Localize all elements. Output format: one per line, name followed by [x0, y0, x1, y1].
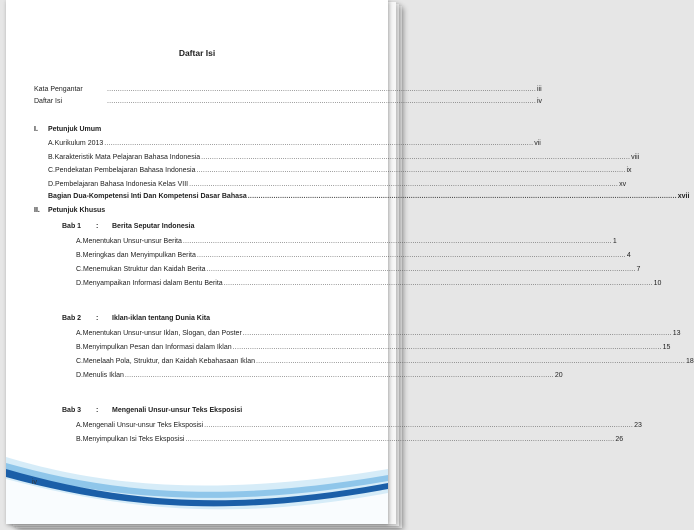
chapter-number: Bab 1 — [62, 223, 82, 230]
toc-entry — [76, 329, 681, 338]
chapter-title: Iklan-iklan tentang Dunia Kita — [112, 315, 211, 322]
toc-page-number: 15 — [662, 344, 671, 351]
page-title: Daftar Isi — [178, 48, 216, 58]
toc-entry — [34, 85, 542, 94]
toc-page-number: iv — [536, 98, 543, 105]
leader-dots: ........................................................................................................................................................................................................ — [182, 238, 612, 245]
chapter-separator: : — [96, 315, 99, 322]
toc-entry-label: Mengenali Unsur-unsur Teks Eksposisi — [82, 422, 204, 429]
toc-entry — [76, 237, 617, 246]
leader-dots: ........................................................................................................................................................................................................ — [204, 422, 634, 429]
toc-entry — [76, 357, 694, 366]
item-letter: B. — [76, 252, 83, 259]
item-letter: B. — [76, 436, 83, 443]
leader-dots: ........................................................................................................................................................................................................ — [223, 280, 653, 287]
item-letter: A. — [76, 330, 83, 337]
toc-page-number: vii — [534, 140, 541, 147]
item-letter: C. — [76, 358, 83, 365]
leader-dots: ........................................................................................................................................................................................................ — [232, 344, 662, 351]
toc-entry — [76, 279, 662, 288]
chapter-separator: : — [96, 223, 99, 230]
leader-dots: ........................................................................................................................................................................................................ — [196, 252, 626, 259]
toc-entry-label: Pembelajaran Bahasa Indonesia Kelas VIII — [55, 180, 189, 188]
item-letter: D. — [76, 372, 83, 379]
toc-entry-label: Bagian Dua-Kompetensi Inti Dan Kompetensi Dasar Bahasa — [48, 193, 247, 200]
toc-entry — [48, 153, 640, 162]
toc-entry — [76, 265, 641, 274]
toc-entry — [76, 251, 631, 260]
leader-dots: ........................................................................................................................................................................................................ — [185, 436, 615, 443]
toc-page-number: 23 — [634, 422, 642, 429]
leader-dots: ........................................................................................................................................................................................................ — [196, 167, 626, 174]
toc-page-number: 26 — [615, 436, 624, 443]
leader-dots: ........................................................................................................................................................................................................ — [206, 266, 636, 273]
toc-entry-label: Menyimpulkan Isi Teks Eksposisi — [82, 436, 185, 443]
toc-page-number: xv — [619, 180, 627, 188]
toc-chapter — [62, 314, 322, 323]
toc-page-number: 13 — [672, 330, 681, 337]
item-letter: C. — [76, 266, 83, 273]
toc-chapter — [62, 222, 322, 231]
section-number: I. — [34, 126, 38, 133]
toc-page-number: 7 — [636, 266, 641, 273]
chapter-number: Bab 3 — [62, 407, 82, 414]
toc-entry-label: Pendekatan Pembelajaran Bahasa Indonesia — [55, 167, 196, 174]
leader-dots: ........................................................................................................................................................................................................ — [189, 180, 619, 188]
leader-dots: ........................................................................................................................................................................................................ — [124, 372, 554, 379]
toc-page-number: iii — [536, 86, 542, 93]
page-number: iv — [32, 479, 38, 486]
toc-entry — [48, 166, 632, 175]
document-page — [6, 0, 694, 524]
toc-entry-label: Daftar Isi — [34, 98, 63, 105]
decorative-wave — [6, 429, 388, 524]
toc-entry-label: Menulis Iklan — [83, 372, 124, 379]
item-letter: A. — [76, 238, 83, 245]
chapter-title: Mengenali Unsur-unsur Teks Eksposisi — [112, 407, 243, 414]
section-heading: Petunjuk Khusus — [48, 207, 106, 214]
toc-section — [34, 206, 234, 215]
toc-entry-label: Menemukan Struktur dan Kaidah Berita — [83, 266, 206, 273]
toc-entry-label: Menyampaikan Informasi dalam Bentu Berita — [83, 280, 223, 287]
toc-entry-label: Kata Pengantar — [34, 86, 83, 93]
toc-page-number: 1 — [612, 238, 617, 245]
item-letter: B. — [48, 153, 55, 161]
toc-entry-label: Menentukan Unsur-unsur Berita — [82, 238, 182, 245]
toc-entry — [48, 192, 690, 201]
toc-entry — [76, 371, 563, 380]
leader-dots: ........................................................................................................................................................................................................ — [104, 140, 534, 147]
item-letter: B. — [76, 344, 83, 351]
toc-entry — [76, 343, 671, 352]
chapter-title: Berita Seputar Indonesia — [112, 223, 195, 230]
item-letter: D. — [76, 280, 83, 287]
leader-dots: ........................................................................................................................................................................................................ — [247, 193, 677, 200]
leader-dots: ........................................................................................................................................................................................................ — [201, 153, 631, 161]
toc-page-number: viii — [631, 153, 640, 161]
toc-entry — [48, 139, 541, 148]
toc-page-number: ix — [626, 167, 632, 174]
toc-entry-label: Kurikulum 2013 — [54, 140, 104, 147]
item-letter: C. — [48, 167, 55, 174]
toc-entry-label: Menentukan Unsur-unsur Iklan, Slogan, dan Poster — [82, 330, 242, 337]
toc-entry-label: Menelaah Pola, Struktur, dan Kaidah Kebahasaan Iklan — [83, 358, 256, 365]
item-letter: A. — [48, 140, 55, 147]
leader-dots: ........................................................................................................................................................................................................ — [107, 86, 536, 93]
item-letter: D. — [48, 180, 55, 188]
section-heading: Petunjuk Umum — [48, 126, 102, 133]
chapter-number: Bab 2 — [62, 315, 82, 322]
chapter-separator: : — [96, 407, 99, 414]
toc-section — [34, 125, 234, 134]
leader-dots: ........................................................................................................................................................................................................ — [242, 330, 672, 337]
item-letter: A. — [76, 422, 83, 429]
toc-entry — [34, 97, 543, 106]
toc-page-number: 10 — [653, 280, 662, 287]
toc-page-number: xvii — [677, 193, 690, 200]
section-number: II. — [34, 207, 40, 214]
leader-dots: ........................................................................................................................................................................................................ — [107, 98, 536, 105]
leader-dots: ........................................................................................................................................................................................................ — [256, 358, 685, 365]
toc-page-number: 4 — [626, 252, 631, 259]
toc-page-number: 20 — [554, 372, 563, 379]
toc-entry-label: Karakteristik Mata Pelajaran Bahasa Indonesia — [54, 153, 201, 161]
toc-entry — [48, 180, 627, 189]
toc-chapter — [62, 406, 322, 415]
toc-entry-label: Menyimpulkan Pesan dan Informasi dalam Iklan — [82, 344, 232, 351]
toc-page-number: 18 — [685, 358, 694, 365]
toc-entry-label: Meringkas dan Menyimpulkan Berita — [82, 252, 196, 259]
